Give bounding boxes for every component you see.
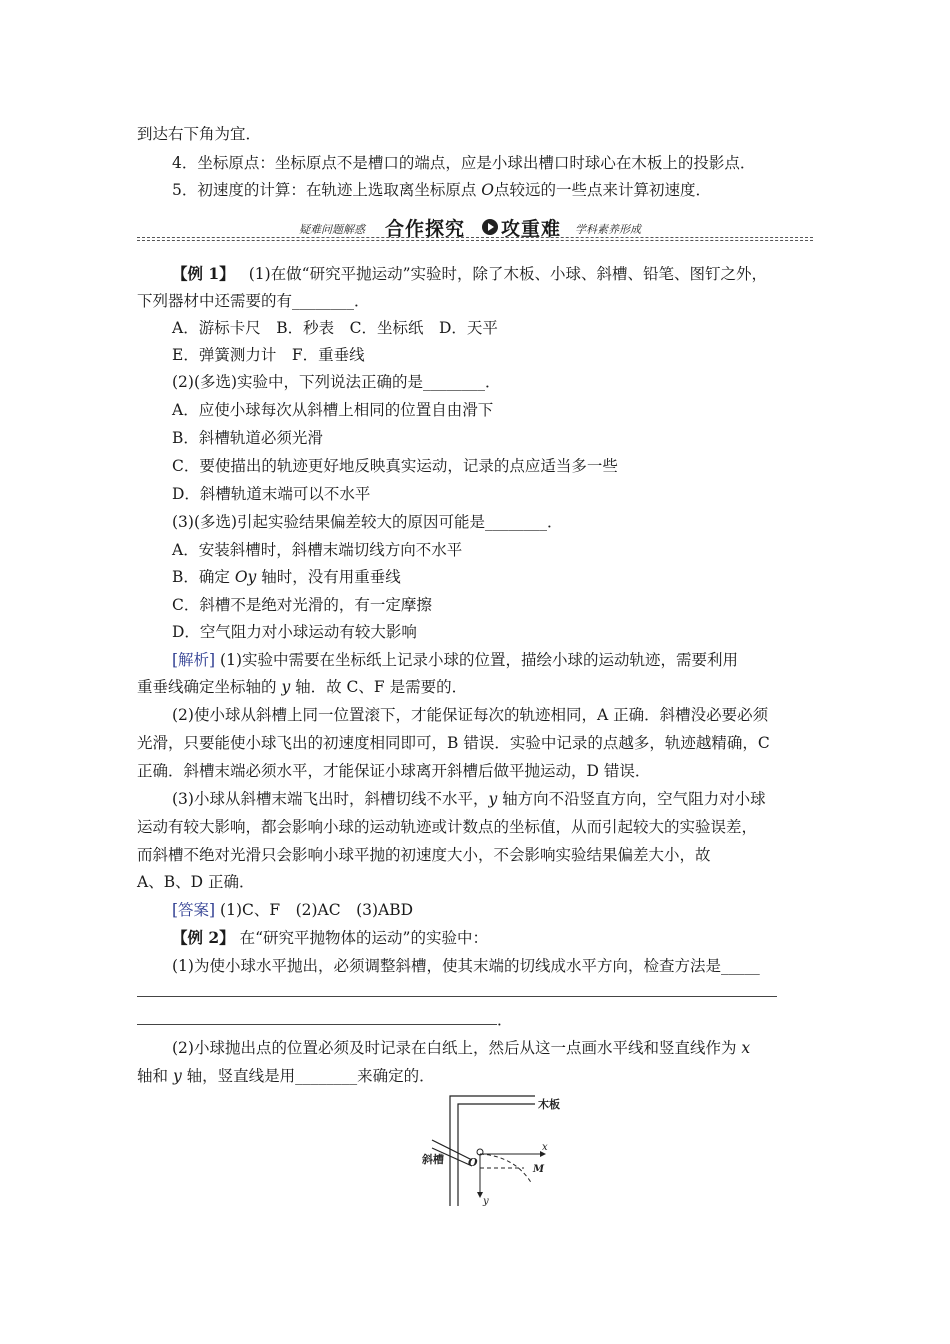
answer-blank-line-2 (137, 1024, 497, 1025)
experiment-figure (420, 1088, 580, 1208)
example-1-options-2: E．弹簧测力计 F．重垂线 (172, 346, 365, 364)
example-1-options-1: A．游标卡尺 B．秒表 C．坐标纸 D．天平 (172, 319, 498, 337)
example-1-q3-c: C．斜槽不是绝对光滑的，有一定摩擦 (172, 596, 432, 614)
analysis-line-1: [解析] (1)实验中需要在坐标纸上记录小球的位置，描绘小球的运动轨迹，需要利用 (172, 651, 738, 669)
m-label: M (533, 1164, 545, 1175)
banner-title-a: 合作探究 (385, 218, 466, 240)
banner-title-b: 攻重难 (501, 218, 562, 240)
example-1-q3-b: B．确定 Oy 轴时，没有用重垂线 (172, 568, 401, 586)
example-1-q3-d: D．空气阻力对小球运动有较大影响 (172, 623, 417, 641)
analysis-line-8: 而斜槽不绝对光滑只会影响小球平抛的初速度大小，不会影响实验结果偏差大小，故 (137, 846, 711, 864)
answer-line: [答案] (1)C、F (2)AC (3)ABD (172, 901, 414, 919)
intro-continuation: 到达右下角为宜． (137, 125, 262, 143)
board-outline-outer (450, 1096, 535, 1206)
example-1-tag: 【例 1】 (172, 264, 235, 283)
analysis-line-9: A、B、D 正确． (137, 873, 255, 891)
analysis-line-4: 光滑，只要能使小球飞出的初速度相同即可，B 错误．实验中记录的点越多，轨迹越精确，C (137, 734, 770, 752)
blank-end-period: ． (497, 1011, 513, 1029)
section-banner (137, 212, 813, 242)
origin-label: O (468, 1156, 478, 1169)
analysis-tag: [解析] (172, 651, 216, 669)
answer-blank-line-1 (137, 996, 777, 997)
analysis-line-2: 重垂线确定坐标轴的 y 轴．故 C、F 是需要的． (137, 678, 468, 696)
example-2-tag: 【例 2】 (172, 928, 235, 947)
y-label: y (483, 1196, 489, 1207)
x-label: x (542, 1142, 548, 1153)
trajectory-curve (480, 1154, 532, 1184)
example-2-q2-line-2: 轴和 y 轴，竖直线是用________来确定的． (137, 1067, 435, 1085)
banner-right-text: 学科素养形成 (575, 223, 641, 236)
analysis-line-7: 运动有较大影响，都会影响小球的运动轨迹或计数点的坐标值，从而引起较大的实验误差， (137, 818, 758, 836)
answer-tag: [答案] (172, 901, 216, 919)
example-1-line-1: 【例 1】 (1)在做“研究平抛运动”实验时，除了木板、小球、斜槽、铅笔、图钉之外， (172, 264, 767, 283)
example-1-q3: (3)(多选)引起实验结果偏差较大的原因可能是________． (172, 513, 563, 531)
banner-rule-top (137, 237, 813, 238)
example-1-line-2: 下列器材中还需要的有________． (137, 292, 370, 310)
analysis-line-3: (2)使小球从斜槽上同一位置滚下，才能保证每次的轨迹相同，A 正确．斜槽没必要必须 (172, 706, 769, 724)
analysis-line-6: (3)小球从斜槽末端飞出时，斜槽切线不水平，y 轴方向不沿竖直方向，空气阻力对小球 (172, 790, 766, 808)
example-1-q2-c: C．要使描出的轨迹更好地反映真实运动，记录的点应适当多一些 (172, 457, 618, 475)
example-1-q3-a: A．安装斜槽时，斜槽末端切线方向不水平 (172, 541, 463, 559)
board-label: 木板 (538, 1098, 560, 1111)
example-2-q1: (1)为使小球水平抛出，必须调整斜槽，使其末端的切线成水平方向，检查方法是_____ (172, 957, 760, 975)
example-2-q2-line-1: (2)小球抛出点的位置必须及时记录在白纸上，然后从这一点画水平线和竖直线作为 x (172, 1039, 751, 1057)
example-1-q2-d: D．斜槽轨道末端可以不水平 (172, 485, 371, 503)
intro-item-5: 5．初速度的计算：在轨迹上选取离坐标原点 O点较远的一些点来计算初速度． (172, 181, 712, 199)
example-2-line-1: 【例 2】 在“研究平抛物体的运动”的实验中： (172, 928, 488, 947)
analysis-line-5: 正确．斜槽末端必须水平，才能保证小球离开斜槽后做平抛运动，D 错误． (137, 762, 651, 780)
intro-item-4: 4．坐标原点：坐标原点不是槽口的端点，应是小球出槽口时球心在木板上的投影点． (172, 154, 756, 172)
banner-rule-bottom (137, 240, 813, 241)
example-1-q2: (2)(多选)实验中，下列说法正确的是________． (172, 373, 501, 391)
example-1-q2-a: A．应使小球每次从斜槽上相同的位置自由滑下 (172, 401, 494, 419)
banner-left-text: 疑难问题解惑 (299, 223, 365, 236)
board-outline-inner (458, 1104, 535, 1206)
example-1-q2-b: B．斜槽轨道必须光滑 (172, 429, 323, 447)
chute-label: 斜槽 (422, 1153, 444, 1166)
